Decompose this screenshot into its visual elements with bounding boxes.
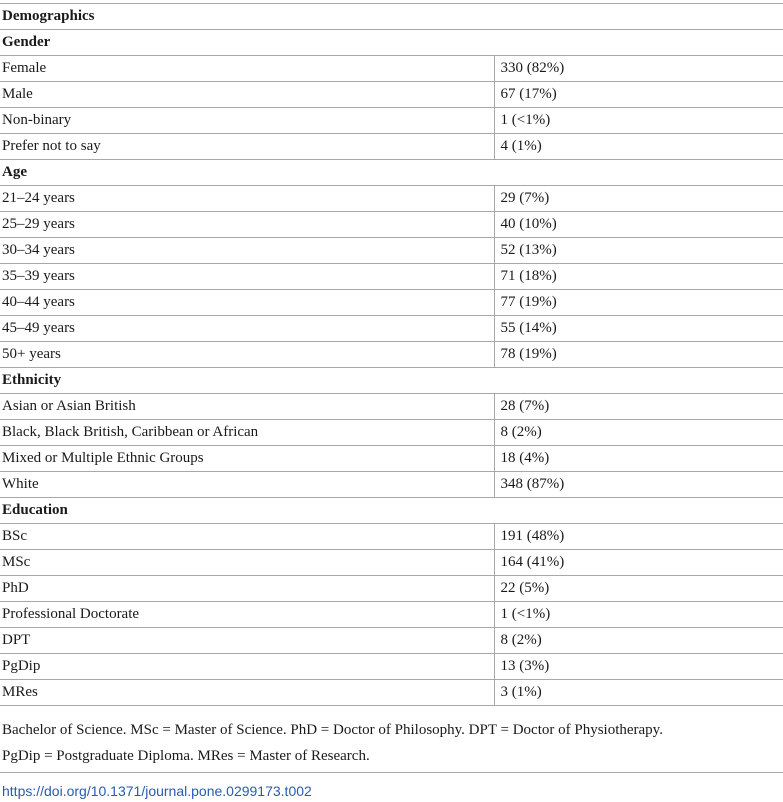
row-value: 67 (17%)	[494, 82, 783, 108]
row-value: 18 (4%)	[494, 446, 783, 472]
table-row	[0, 446, 783, 472]
row-label: 40–44 years	[0, 290, 494, 316]
table-row	[0, 82, 783, 108]
row-label: Prefer not to say	[0, 134, 494, 160]
row-value: 29 (7%)	[494, 186, 783, 212]
table-row	[0, 394, 783, 420]
row-value: 71 (18%)	[494, 264, 783, 290]
row-value: 348 (87%)	[494, 472, 783, 498]
row-label: 21–24 years	[0, 186, 494, 212]
row-value: 191 (48%)	[494, 524, 783, 550]
table-row	[0, 602, 783, 628]
row-label: MSc	[0, 550, 494, 576]
table-row	[0, 316, 783, 342]
row-value: 330 (82%)	[494, 56, 783, 82]
row-label: Professional Doctorate	[0, 602, 494, 628]
table-row	[0, 108, 783, 134]
table-row	[0, 472, 783, 498]
row-label: PhD	[0, 576, 494, 602]
table-row	[0, 56, 783, 82]
row-value: 77 (19%)	[494, 290, 783, 316]
row-label: Mixed or Multiple Ethnic Groups	[0, 446, 494, 472]
row-value: 8 (2%)	[494, 420, 783, 446]
table-title: Demographics	[0, 4, 783, 30]
row-value: 3 (1%)	[494, 680, 783, 706]
table-row	[0, 550, 783, 576]
row-label: Asian or Asian British	[0, 394, 494, 420]
table-row	[0, 238, 783, 264]
footnote-divider	[0, 772, 783, 773]
table-row	[0, 264, 783, 290]
row-label: 50+ years	[0, 342, 494, 368]
row-label: DPT	[0, 628, 494, 654]
row-value: 22 (5%)	[494, 576, 783, 602]
section-heading-row	[0, 30, 783, 56]
row-label: 35–39 years	[0, 264, 494, 290]
row-value: 55 (14%)	[494, 316, 783, 342]
row-label: 30–34 years	[0, 238, 494, 264]
section-heading: Gender	[0, 30, 783, 56]
section-heading-row	[0, 368, 783, 394]
section-heading-row	[0, 498, 783, 524]
row-value: 1 (<1%)	[494, 108, 783, 134]
footnote-line-1: Bachelor of Science. MSc = Master of Science. PhD = Doctor of Philosophy. DPT = Doctor of Physiotherapy.	[2, 722, 663, 738]
table-row	[0, 654, 783, 680]
section-heading: Age	[0, 160, 783, 186]
table-row	[0, 420, 783, 446]
footnote-line-2: PgDip = Postgraduate Diploma. MRes = Master of Research.	[2, 748, 370, 764]
table-row	[0, 680, 783, 706]
table-row	[0, 628, 783, 654]
row-label: PgDip	[0, 654, 494, 680]
section-heading-row	[0, 160, 783, 186]
row-label: Male	[0, 82, 494, 108]
row-value: 1 (<1%)	[494, 602, 783, 628]
table-row	[0, 212, 783, 238]
row-value: 40 (10%)	[494, 212, 783, 238]
table-footnote	[2, 717, 780, 769]
row-value: 164 (41%)	[494, 550, 783, 576]
row-label: Black, Black British, Caribbean or African	[0, 420, 494, 446]
demographics-table	[0, 3, 783, 706]
row-label: 45–49 years	[0, 316, 494, 342]
table-row	[0, 524, 783, 550]
table-row	[0, 342, 783, 368]
row-label: Female	[0, 56, 494, 82]
table-body	[0, 4, 783, 706]
table-row	[0, 290, 783, 316]
row-value: 4 (1%)	[494, 134, 783, 160]
row-value: 13 (3%)	[494, 654, 783, 680]
row-label: BSc	[0, 524, 494, 550]
section-heading: Ethnicity	[0, 368, 783, 394]
section-heading: Education	[0, 498, 783, 524]
row-label: White	[0, 472, 494, 498]
row-value: 8 (2%)	[494, 628, 783, 654]
row-label: MRes	[0, 680, 494, 706]
table-row	[0, 134, 783, 160]
doi-link[interactable]: https://doi.org/10.1371/journal.pone.0299173.t002	[2, 783, 312, 799]
table-title-row	[0, 4, 783, 30]
row-label: 25–29 years	[0, 212, 494, 238]
table-row	[0, 576, 783, 602]
row-value: 78 (19%)	[494, 342, 783, 368]
table-row	[0, 186, 783, 212]
row-value: 28 (7%)	[494, 394, 783, 420]
row-label: Non-binary	[0, 108, 494, 134]
row-value: 52 (13%)	[494, 238, 783, 264]
